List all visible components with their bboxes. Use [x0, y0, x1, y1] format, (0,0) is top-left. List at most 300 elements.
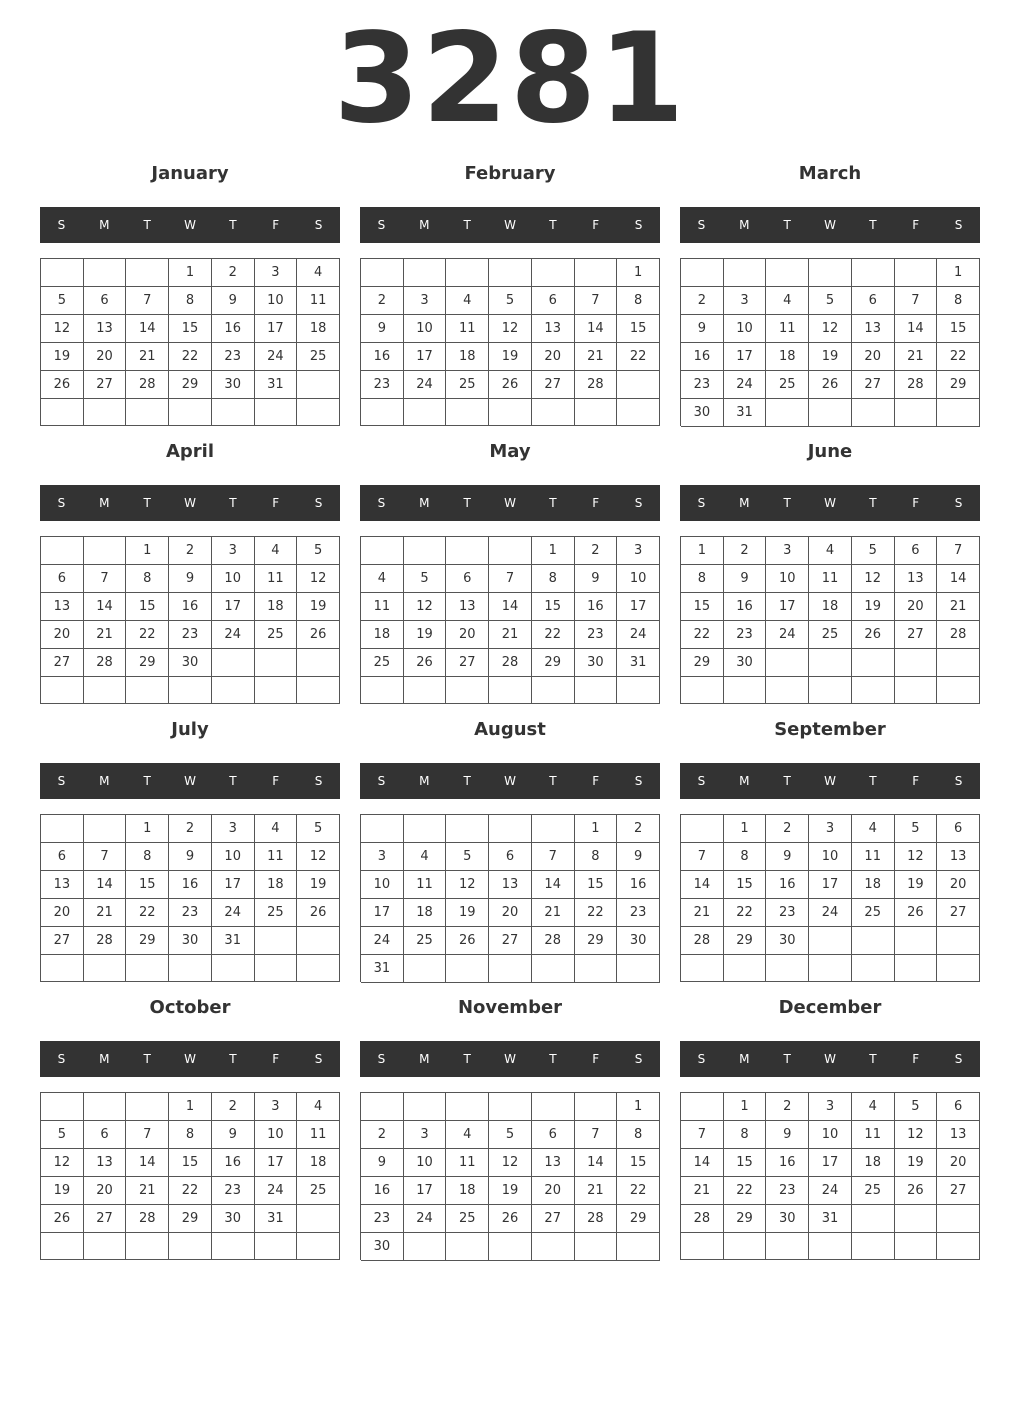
day-cell: 16: [681, 343, 724, 371]
day-cell: 3: [724, 287, 767, 315]
day-cell: 30: [681, 399, 724, 427]
weekday-label: T: [549, 496, 557, 510]
day-cell: 10: [809, 843, 852, 871]
day-cell: [489, 677, 532, 704]
month-name: December: [778, 997, 882, 1018]
day-cell: 18: [297, 1149, 340, 1177]
day-cell: 1: [532, 537, 575, 565]
day-cell: 26: [404, 649, 447, 677]
day-cell: 30: [766, 927, 809, 955]
day-cell: 31: [361, 955, 404, 983]
day-cell: 11: [852, 843, 895, 871]
day-cell: 5: [41, 1121, 84, 1149]
weekday-header: [40, 763, 340, 799]
day-cell: 10: [724, 315, 767, 343]
day-cell: 13: [852, 315, 895, 343]
day-cell: 13: [937, 843, 980, 871]
weekday-label: M: [419, 496, 430, 510]
weekday-label: T: [463, 218, 471, 232]
day-cell: [809, 649, 852, 677]
day-cell: 22: [575, 899, 618, 927]
day-cell: [404, 815, 447, 843]
day-cell: 16: [361, 343, 404, 371]
weekday-label: M: [99, 1052, 110, 1066]
month-name: January: [151, 163, 229, 184]
day-cell: 12: [41, 315, 84, 343]
day-cell: 14: [575, 315, 618, 343]
day-cell: 24: [766, 621, 809, 649]
day-cell: 12: [895, 1121, 938, 1149]
day-cell: [895, 677, 938, 704]
day-cell: [126, 1093, 169, 1121]
day-cell: 4: [446, 1121, 489, 1149]
day-cell: 22: [126, 621, 169, 649]
day-cell: 23: [681, 371, 724, 399]
day-cell: 10: [255, 1121, 298, 1149]
day-cell: 26: [297, 621, 340, 649]
day-cell: 5: [41, 287, 84, 315]
day-cell: 24: [809, 899, 852, 927]
day-cell: [212, 677, 255, 704]
month-name: October: [149, 997, 231, 1018]
day-cell: [84, 1093, 127, 1121]
day-cell: 4: [297, 1093, 340, 1121]
day-grid: [680, 536, 980, 704]
weekday-label: W: [184, 1052, 196, 1066]
day-cell: 19: [446, 899, 489, 927]
day-cell: 10: [404, 1149, 447, 1177]
day-cell: [809, 1233, 852, 1260]
day-cell: [852, 259, 895, 287]
day-cell: 13: [489, 871, 532, 899]
day-cell: 8: [724, 843, 767, 871]
day-cell: [617, 371, 660, 399]
day-cell: [84, 955, 127, 982]
day-cell: 11: [255, 565, 298, 593]
day-cell: 9: [617, 843, 660, 871]
day-cell: [126, 955, 169, 982]
day-cell: 19: [489, 1177, 532, 1205]
day-cell: 20: [895, 593, 938, 621]
day-cell: 28: [126, 371, 169, 399]
day-cell: 24: [361, 927, 404, 955]
day-cell: [937, 677, 980, 704]
day-cell: [766, 955, 809, 982]
day-cell: 18: [255, 593, 298, 621]
day-cell: 17: [255, 1149, 298, 1177]
day-cell: 17: [212, 593, 255, 621]
day-cell: 15: [126, 871, 169, 899]
day-cell: 1: [126, 537, 169, 565]
day-cell: 5: [446, 843, 489, 871]
day-cell: 3: [617, 537, 660, 565]
weekday-label: S: [954, 496, 963, 510]
day-grid: [40, 536, 340, 704]
day-cell: 1: [681, 537, 724, 565]
day-cell: 26: [297, 899, 340, 927]
day-cell: [404, 399, 447, 426]
day-cell: 22: [617, 343, 660, 371]
weekday-label: T: [229, 496, 237, 510]
weekday-label: F: [912, 496, 920, 510]
day-cell: 4: [255, 815, 298, 843]
day-cell: [446, 1233, 489, 1261]
weekday-label: S: [314, 1052, 323, 1066]
day-cell: 8: [126, 843, 169, 871]
day-cell: 26: [809, 371, 852, 399]
day-cell: 20: [84, 1177, 127, 1205]
day-cell: 14: [489, 593, 532, 621]
weekday-label: T: [783, 1052, 791, 1066]
day-cell: 9: [212, 1121, 255, 1149]
day-cell: [41, 955, 84, 982]
day-cell: 31: [809, 1205, 852, 1233]
day-cell: 6: [489, 843, 532, 871]
day-cell: [809, 677, 852, 704]
day-cell: 20: [489, 899, 532, 927]
weekday-label: T: [549, 1052, 557, 1066]
day-cell: 23: [766, 1177, 809, 1205]
day-cell: 5: [895, 815, 938, 843]
day-cell: [681, 815, 724, 843]
day-cell: [809, 955, 852, 982]
day-cell: 30: [361, 1233, 404, 1261]
day-cell: 9: [169, 843, 212, 871]
day-cell: 8: [126, 565, 169, 593]
weekday-label: T: [143, 496, 151, 510]
day-cell: 2: [766, 1093, 809, 1121]
day-cell: 11: [852, 1121, 895, 1149]
day-cell: 21: [126, 1177, 169, 1205]
day-cell: 11: [446, 315, 489, 343]
weekday-label: S: [697, 218, 706, 232]
day-cell: 25: [766, 371, 809, 399]
day-cell: [212, 399, 255, 426]
day-cell: 21: [575, 1177, 618, 1205]
day-cell: [766, 677, 809, 704]
day-cell: 26: [895, 1177, 938, 1205]
weekday-label: S: [377, 218, 386, 232]
day-cell: [681, 1233, 724, 1260]
day-cell: 23: [617, 899, 660, 927]
day-cell: 16: [212, 1149, 255, 1177]
day-cell: [681, 1093, 724, 1121]
day-cell: 20: [41, 899, 84, 927]
day-cell: [766, 649, 809, 677]
day-cell: 3: [212, 537, 255, 565]
weekday-label: M: [739, 218, 750, 232]
day-cell: 9: [361, 1149, 404, 1177]
day-cell: 6: [532, 287, 575, 315]
day-cell: [255, 399, 298, 426]
weekday-label: S: [377, 1052, 386, 1066]
day-cell: 10: [212, 843, 255, 871]
day-cell: 5: [297, 815, 340, 843]
day-cell: 12: [489, 315, 532, 343]
day-cell: [617, 955, 660, 983]
month-name: June: [807, 441, 853, 462]
day-cell: 14: [681, 1149, 724, 1177]
weekday-header: [680, 1041, 980, 1077]
weekday-header: [360, 485, 660, 521]
day-cell: 28: [575, 371, 618, 399]
day-cell: 11: [766, 315, 809, 343]
weekday-header: [360, 207, 660, 243]
day-cell: 8: [575, 843, 618, 871]
day-cell: [212, 649, 255, 677]
weekday-label: T: [869, 1052, 877, 1066]
weekday-label: T: [229, 218, 237, 232]
day-cell: [852, 955, 895, 982]
day-cell: [297, 677, 340, 704]
day-cell: [532, 815, 575, 843]
day-cell: 10: [617, 565, 660, 593]
day-cell: [617, 399, 660, 426]
day-cell: 21: [126, 343, 169, 371]
day-cell: 18: [852, 871, 895, 899]
day-cell: 16: [766, 1149, 809, 1177]
day-cell: 29: [169, 371, 212, 399]
weekday-label: S: [634, 774, 643, 788]
day-cell: 6: [937, 1093, 980, 1121]
day-cell: 21: [84, 621, 127, 649]
day-cell: 21: [937, 593, 980, 621]
day-cell: 20: [937, 871, 980, 899]
day-cell: [852, 927, 895, 955]
weekday-label: T: [143, 774, 151, 788]
day-cell: 27: [852, 371, 895, 399]
day-cell: 7: [681, 843, 724, 871]
weekday-label: W: [504, 774, 516, 788]
day-cell: [852, 1205, 895, 1233]
day-cell: 13: [446, 593, 489, 621]
weekday-label: T: [783, 496, 791, 510]
day-cell: 9: [766, 843, 809, 871]
weekday-label: T: [143, 1052, 151, 1066]
day-cell: [809, 399, 852, 427]
day-cell: 28: [681, 927, 724, 955]
day-cell: [532, 677, 575, 704]
day-cell: 24: [404, 371, 447, 399]
weekday-label: F: [912, 1052, 920, 1066]
day-cell: 12: [809, 315, 852, 343]
day-cell: 2: [212, 1093, 255, 1121]
day-cell: 23: [724, 621, 767, 649]
day-cell: 22: [126, 899, 169, 927]
day-cell: 22: [681, 621, 724, 649]
day-cell: 1: [617, 1093, 660, 1121]
day-cell: 12: [297, 843, 340, 871]
day-cell: 4: [361, 565, 404, 593]
day-cell: 23: [212, 1177, 255, 1205]
day-cell: 15: [724, 1149, 767, 1177]
day-cell: 3: [212, 815, 255, 843]
day-cell: 6: [446, 565, 489, 593]
day-cell: 23: [361, 1205, 404, 1233]
day-grid: [40, 814, 340, 982]
day-cell: 17: [617, 593, 660, 621]
day-cell: 21: [489, 621, 532, 649]
day-cell: 29: [724, 927, 767, 955]
day-cell: [532, 1233, 575, 1261]
weekday-label: W: [824, 496, 836, 510]
day-cell: 18: [297, 315, 340, 343]
day-cell: 19: [489, 343, 532, 371]
weekday-label: T: [869, 218, 877, 232]
day-cell: 17: [809, 871, 852, 899]
weekday-label: T: [869, 774, 877, 788]
day-cell: 22: [937, 343, 980, 371]
weekday-label: F: [272, 218, 280, 232]
day-cell: 20: [84, 343, 127, 371]
day-cell: 25: [809, 621, 852, 649]
day-cell: 29: [532, 649, 575, 677]
day-cell: 29: [617, 1205, 660, 1233]
day-cell: [41, 815, 84, 843]
day-cell: 18: [766, 343, 809, 371]
day-cell: [809, 259, 852, 287]
day-cell: 10: [255, 287, 298, 315]
day-cell: [617, 677, 660, 704]
day-cell: 9: [212, 287, 255, 315]
day-cell: 18: [809, 593, 852, 621]
day-cell: 10: [361, 871, 404, 899]
day-cell: [895, 649, 938, 677]
day-cell: 30: [212, 1205, 255, 1233]
day-cell: 6: [532, 1121, 575, 1149]
day-cell: 19: [404, 621, 447, 649]
day-cell: 17: [361, 899, 404, 927]
day-cell: 25: [297, 343, 340, 371]
day-cell: 28: [681, 1205, 724, 1233]
day-cell: 11: [361, 593, 404, 621]
weekday-label: T: [783, 774, 791, 788]
day-cell: [84, 1233, 127, 1260]
day-cell: 12: [297, 565, 340, 593]
day-cell: [446, 399, 489, 426]
day-cell: [361, 259, 404, 287]
month-name: September: [774, 719, 886, 740]
day-cell: 4: [809, 537, 852, 565]
weekday-label: M: [739, 774, 750, 788]
day-cell: 5: [297, 537, 340, 565]
day-cell: [575, 955, 618, 983]
day-cell: 14: [532, 871, 575, 899]
weekday-label: W: [504, 1052, 516, 1066]
day-cell: [446, 677, 489, 704]
day-cell: 17: [404, 1177, 447, 1205]
day-cell: [169, 1233, 212, 1260]
day-cell: 25: [404, 927, 447, 955]
day-cell: 24: [617, 621, 660, 649]
day-cell: 3: [255, 1093, 298, 1121]
day-cell: 14: [681, 871, 724, 899]
day-cell: [446, 1093, 489, 1121]
day-cell: [404, 955, 447, 983]
day-cell: [361, 399, 404, 426]
day-cell: 21: [681, 899, 724, 927]
day-cell: 13: [41, 593, 84, 621]
weekday-label: W: [184, 218, 196, 232]
day-grid: [40, 258, 340, 426]
weekday-header: [40, 207, 340, 243]
day-cell: 4: [852, 815, 895, 843]
day-cell: 1: [724, 1093, 767, 1121]
month-name: March: [798, 163, 862, 184]
day-cell: 30: [766, 1205, 809, 1233]
day-cell: 7: [575, 1121, 618, 1149]
day-cell: 8: [169, 1121, 212, 1149]
day-cell: 14: [575, 1149, 618, 1177]
day-grid: [360, 258, 660, 426]
day-cell: 27: [84, 371, 127, 399]
day-cell: 18: [255, 871, 298, 899]
day-cell: 4: [446, 287, 489, 315]
day-cell: 16: [575, 593, 618, 621]
day-cell: 8: [724, 1121, 767, 1149]
weekday-label: M: [99, 774, 110, 788]
day-cell: 13: [532, 1149, 575, 1177]
day-cell: [852, 677, 895, 704]
day-cell: [297, 399, 340, 426]
day-cell: 4: [297, 259, 340, 287]
day-cell: 27: [489, 927, 532, 955]
day-cell: 30: [617, 927, 660, 955]
day-cell: 24: [809, 1177, 852, 1205]
day-cell: 15: [575, 871, 618, 899]
day-cell: [41, 399, 84, 426]
day-cell: [809, 927, 852, 955]
day-cell: 5: [895, 1093, 938, 1121]
day-cell: 20: [937, 1149, 980, 1177]
day-cell: [84, 815, 127, 843]
weekday-label: S: [954, 774, 963, 788]
day-cell: 3: [809, 1093, 852, 1121]
day-cell: 12: [404, 593, 447, 621]
day-cell: [766, 399, 809, 427]
day-cell: 21: [681, 1177, 724, 1205]
weekday-label: T: [229, 774, 237, 788]
day-cell: 28: [575, 1205, 618, 1233]
day-cell: 25: [852, 899, 895, 927]
day-cell: 11: [446, 1149, 489, 1177]
day-cell: [361, 1093, 404, 1121]
day-cell: 26: [852, 621, 895, 649]
day-cell: 23: [766, 899, 809, 927]
weekday-label: M: [419, 774, 430, 788]
day-cell: [255, 955, 298, 982]
day-cell: [575, 1093, 618, 1121]
day-cell: 19: [852, 593, 895, 621]
day-cell: 8: [169, 287, 212, 315]
day-cell: [724, 259, 767, 287]
day-cell: 27: [446, 649, 489, 677]
weekday-label: S: [377, 496, 386, 510]
day-cell: [84, 677, 127, 704]
day-cell: 4: [255, 537, 298, 565]
day-cell: 4: [766, 287, 809, 315]
day-cell: [41, 259, 84, 287]
day-cell: 21: [575, 343, 618, 371]
day-cell: 7: [937, 537, 980, 565]
day-grid: [680, 814, 980, 982]
day-cell: 7: [575, 287, 618, 315]
day-cell: 12: [446, 871, 489, 899]
weekday-header: [40, 485, 340, 521]
day-cell: [937, 1233, 980, 1260]
day-cell: 25: [255, 621, 298, 649]
day-cell: 3: [361, 843, 404, 871]
